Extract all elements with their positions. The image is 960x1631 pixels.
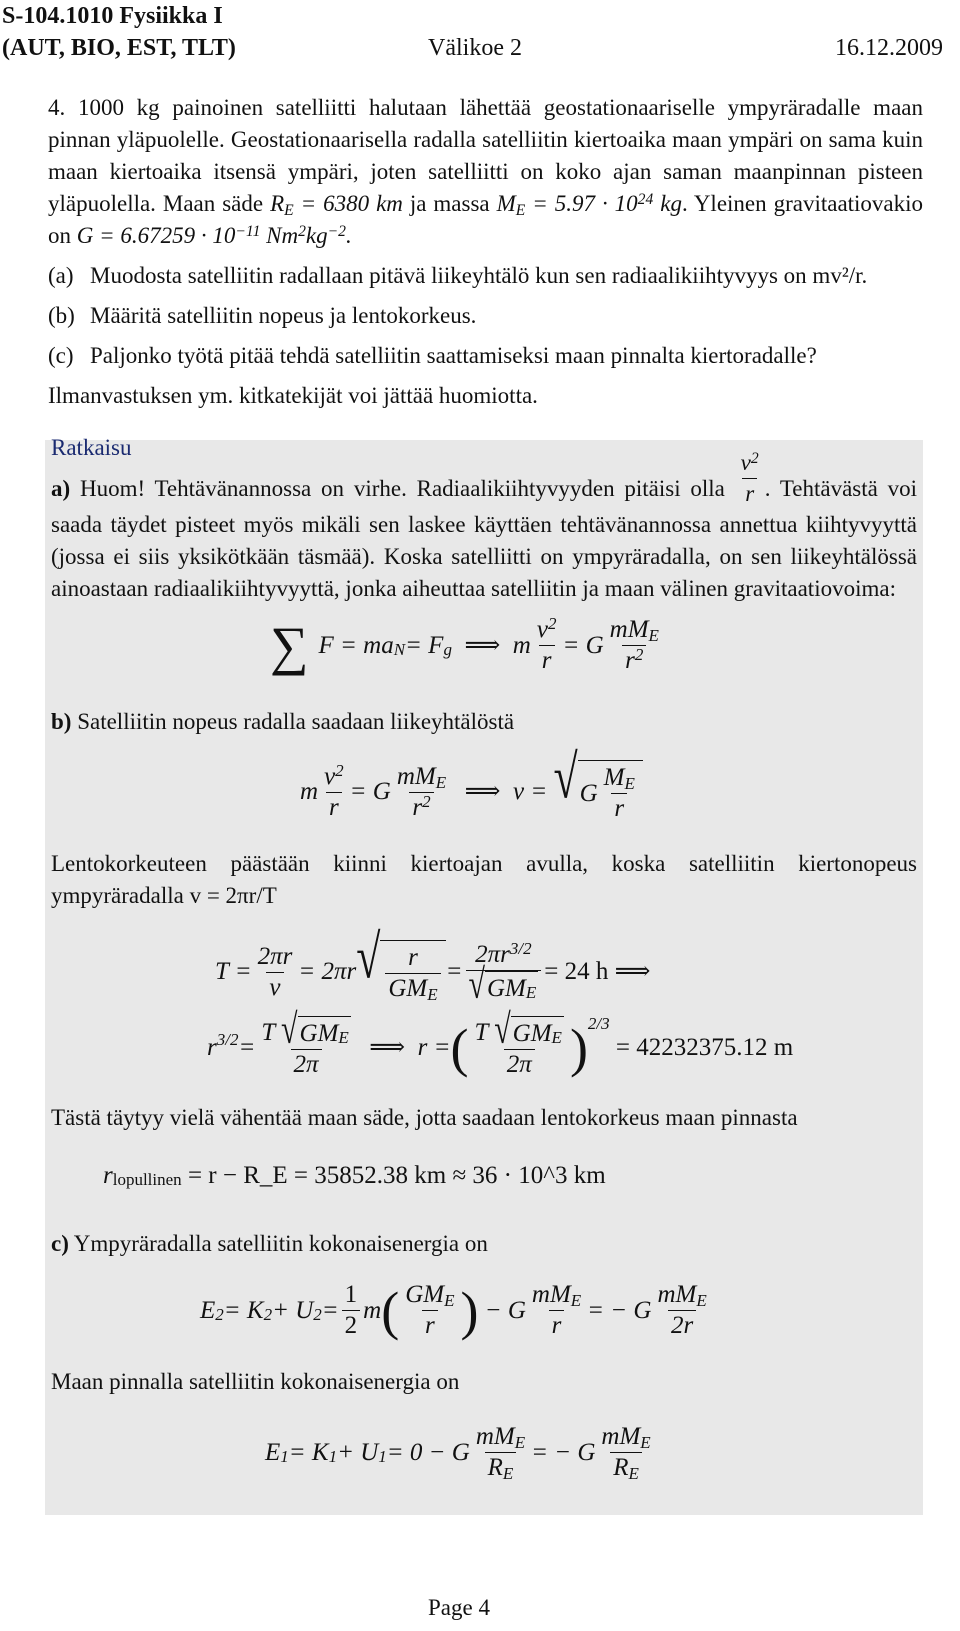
solution-c-text1: Ympyräradalla satelliitin kokonaisenergia on (73, 1231, 488, 1256)
solution-a-text (51, 449, 917, 605)
problem-intro-text: 4. 1000 kg painoinen satelliitti halutaan lähettää geostationaariselle ympyräradalle maan pinnan yläpuolelle. Geostationaarisella radalla satelliitin kiertoaika maan ympäri on sama kuin maan kiertoaika itsensä ympäri, joten satelliitti on koko ajan saman maanpinnan pisteen yläpuolella. Maan säde (48, 95, 923, 216)
solution-b-text1: Satelliitin nopeus radalla saadaan liikeyhtälöstä (77, 709, 515, 734)
solution-a-label: a) (51, 475, 71, 501)
grav-text: . Yleinen gravitaatiovakio on (48, 191, 924, 248)
course-title: S-104.1010 Fysiikka I (2, 3, 223, 29)
solution-a-text1: Huom! Tehtävänannossa on virhe. Radiaalikiihtyvyyden pitäisi olla (79, 475, 725, 501)
solution-c-label: c) (51, 1231, 69, 1256)
altitude-equation: r $_{lopullinen}$ = r − R_E = 35852.38 km ≈ 36 · 10^3 km (103, 1160, 606, 1192)
solution-b-text (51, 706, 917, 738)
earth-mass: $M_E = 5.97 \cdot 10^{24}$ kg (496, 190, 682, 219)
subquestion-c-tag: (c) (48, 343, 74, 368)
solution-box (45, 435, 923, 1515)
exam-date: 16.12.2009 (835, 35, 943, 61)
solution-b-text3: Tästä täytyy vielä vähentää maan säde, jotta saadaan lentokorkeus maan pinnasta (51, 1105, 798, 1130)
solution-c-text (51, 1228, 917, 1260)
problem-statement (48, 92, 923, 412)
subquestion-b-text: Määritä satelliitin nopeus ja lentokorkeus. (90, 303, 477, 328)
subquestion-c-text: Paljonko työtä pitää tehdä satelliitin saattamiseksi maan pinnalta kiertoradalle? (90, 343, 817, 368)
solution-b-text2: Lentokorkeuteen päästään kiinni kiertoajan avulla, koska satelliitin kiertonopeus ympyräradalla v = 2πr/T (51, 851, 917, 908)
problem-note: Ilmanvastuksen ym. kitkatekijät voi jättää huomiotta. (48, 383, 538, 408)
solution-title: Ratkaisu (51, 435, 132, 460)
subquestion-a (48, 260, 923, 292)
energy-surface-equation: E $_1$ = K $_1$ + U $_1$ = 0 − G $\frac{mM_E}{R_E}$ = − G $\frac{mM_E}{R_E}$ (265, 1423, 651, 1484)
subquestion-b (48, 300, 923, 332)
solution-b-label: b) (51, 709, 72, 734)
subquestion-c (48, 340, 923, 372)
solution-c-text2: Maan pinnalla satelliitin kokonaisenergia on (51, 1369, 460, 1394)
subquestion-a-text: Muodosta satelliitin radallaan pitävä liikeyhtälö kun sen radiaalikiihtyvyys on mv²/r. (90, 263, 868, 288)
velocity-equation: m $\frac{v^2}{r}$ = G $\frac{mM_E}{r^2}$ ⟹ v = √ G $\frac{M_E}{r}$ (300, 760, 643, 824)
solution-a-text2: . Tehtävästä voi saada täydet pisteet myös mikäli sen laskee käyttäen tehtävänannossa annettua kiihtyvyyttä (jossa ei siis yksikötkään täsmää). Koska satelliitti on ympyräradalla, on sen liikeyhtälössä ainoastaan radiaalikiihtyvyyttä, jonka aiheuttaa satelliitin ja maan välinen gravitaatiovoima: (51, 475, 917, 601)
page-header (0, 0, 960, 64)
altitude-result: = r − R_E = 35852.38 km ≈ 36 · 10^3 km (187, 1162, 606, 1189)
equation-of-motion: ∑ F = ma $_N$ = F $_g$ ⟹ m $\frac{v^2}{r}$ = G $\frac{mM_E}{r^2}$ (270, 614, 659, 676)
radius-equation: r $^{3/2}$ = T √ GM $_E$ 2π ⟹ r = ( T √ GM $_E$ 2π ) $^{2/3}$ = 42232375.12 m (207, 1006, 794, 1078)
period-result: = 24 h (544, 958, 609, 985)
problem-intro (48, 92, 923, 252)
grav-constant: $G = 6.67259 \cdot 10^{-11}$ $Nm^2kg^{-2}$. (76, 222, 352, 248)
earth-radius: $R_E = 6380$ km (270, 191, 403, 219)
energy-orbit-equation: E $_2$ = K $_2$ + U $_2$ = $\frac{1}{2}$ m ( $\frac{GM_E}{r}$ ) − G $\frac{mM_E}{r}$ = − G $\frac{mM_E}{2r}$ (200, 1280, 707, 1341)
subquestion-b-tag: (b) (48, 303, 75, 328)
radius-result: = 42232375.12 m (615, 1034, 794, 1061)
exam-name: Välikoe 2 (428, 35, 522, 61)
course-groups: (AUT, BIO, EST, TLT) (2, 35, 236, 61)
accel-fraction: $\frac{v^2}{r}$ (738, 448, 762, 509)
mass-text: ja massa (409, 191, 490, 216)
period-equation: T = $\frac{2\pi r}{v}$ = 2πr √ $\frac{r}{GM_E}$ = $2\pi r^{3/2}$ √ GM $_E$ = 24 h ⟹ (215, 923, 651, 1008)
subquestion-a-tag: (a) (48, 263, 74, 288)
page-number: Page 4 (428, 1595, 490, 1620)
